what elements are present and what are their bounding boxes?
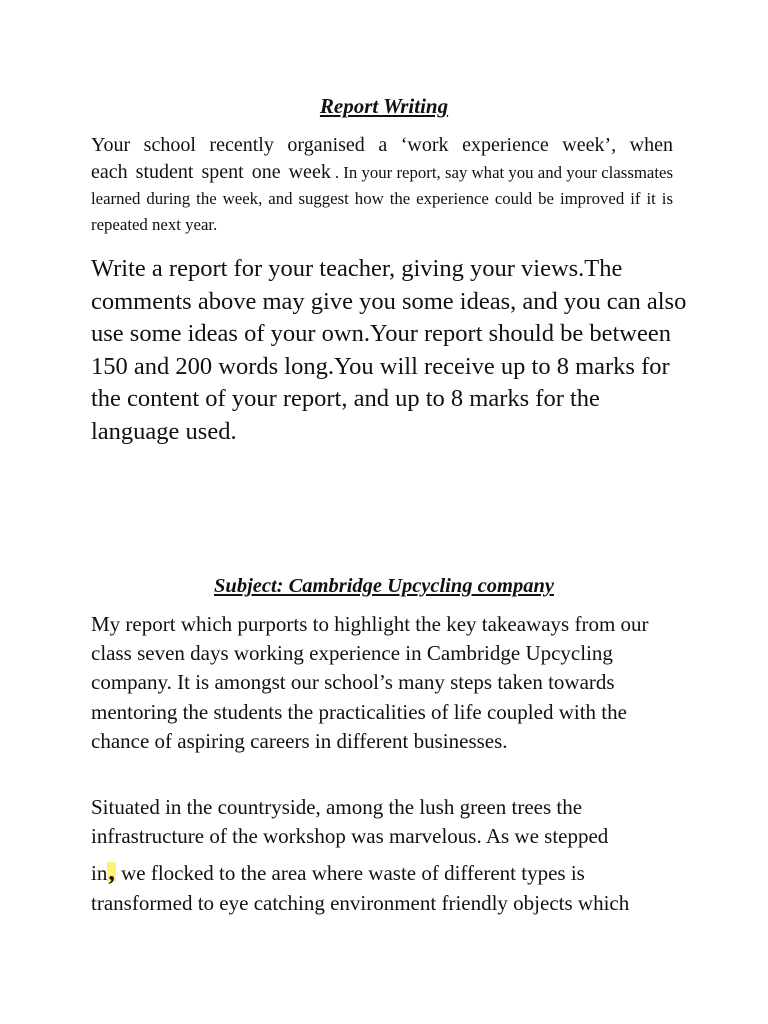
paragraph-2-line-3-start: in (91, 861, 108, 886)
prompt-lead-text: Your school recently organised a ‘work experience week’, when each student spent one week (91, 134, 673, 183)
paragraph-2-line-3-end: we flocked to the area where waste of different types is (115, 861, 585, 886)
task-prompt (91, 132, 673, 238)
paragraph-2-line-2: infrastructure of the workshop was marvelous. As we stepped (91, 824, 609, 849)
highlighted-comma: , (108, 857, 115, 887)
task-instructions: Write a report for your teacher, giving your views.The comments above may give you some ideas, and you can also use some ideas of your own.Your report should be between 150 and 200 words long.You will receive up to 8 marks for the content of your report, and up to 8 marks for the language used. (91, 255, 687, 445)
report-paragraph-1: My report which purports to highlight the key takeaways from our class seven days working experience in Cambridge Upcycling company. It is amongst our school’s many steps taken towards mentoring the students the practicalities of life coupled with the chance of aspiring careers in different businesses. (91, 612, 649, 753)
paragraph-2-line-4: transformed to eye catching environment friendly objects which (91, 890, 630, 915)
report-paragraph-2 (91, 793, 681, 918)
paragraph-2-line-3 (91, 859, 681, 888)
report-subject-heading: Subject: Cambridge Upcycling company (214, 575, 554, 597)
page-title: Report Writing (319, 94, 449, 118)
paragraph-2-line-1: Situated in the countryside, among the lush green trees the (91, 795, 583, 819)
prompt-rest-text: . In your report, say what you and your classmates learned during the week, and suggest how the experience could be improved if it is repeated next year. (91, 163, 674, 234)
